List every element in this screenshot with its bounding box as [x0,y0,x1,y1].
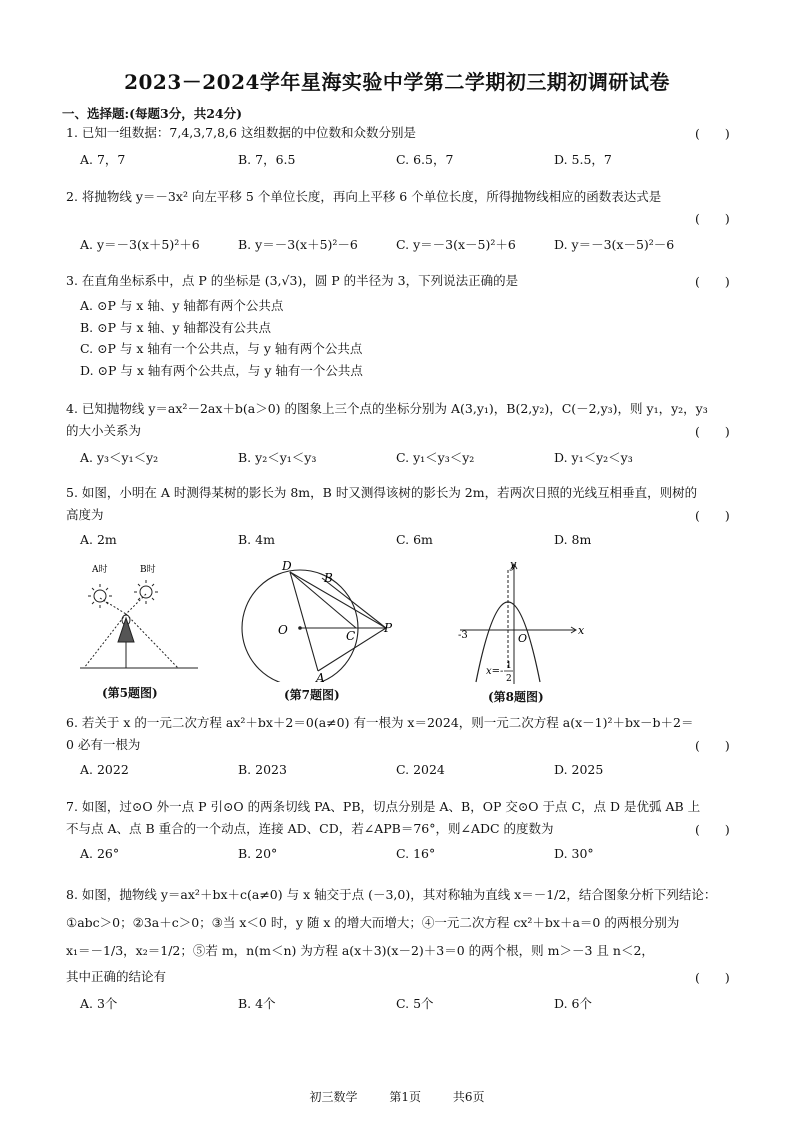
question-5-text: 5. 如图，小明在 A 时测得某树的影长为 8m，B 时又测得该树的影长为 2m，若两次日照的光线互相垂直，则树的 [66,485,698,500]
q5-option-c: C. 6m [396,532,433,547]
question-1-text: 1. 已知一组数据：7,4,3,7,8,6 这组数据的中位数和众数分别是 [66,125,416,140]
q2-option-a: A. y＝－3(x＋5)²＋6 [80,237,200,252]
q1-option-c: C. 6.5，7 [396,152,454,167]
fig7-point-p: P [384,621,393,635]
q3-option-a: A. ⊙P 与 x 轴、y 轴都有两个公共点 [80,298,284,313]
fig8-axis-eq: x=- [486,666,504,677]
q2-option-b: B. y＝－3(x＋5)²－6 [238,237,358,252]
fig7-point-d: D [282,560,292,573]
q2-option-c: C. y＝－3(x－5)²＋6 [396,237,516,252]
question-5-text-cont: 高度为 [66,507,104,522]
q7-option-b: B. 20° [238,846,278,861]
question-4-text: 4. 已知抛物线 y＝ax²－2ax＋b(a＞0) 的图象上三个点的坐标分别为 A(3,y₁)，B(2,y₂)，C(－2,y₃)，则 y₁，y₂，y₃ [66,401,708,416]
q5-option-d: D. 8m [554,532,592,547]
fig7-point-c: C [346,629,356,643]
q6-option-c: C. 2024 [396,762,445,777]
figure-8-caption: (第8题图) [488,690,544,704]
q2-option-d: D. y＝－3(x－5)²－6 [554,237,675,252]
q6-option-b: B. 2023 [238,762,287,777]
fig8-minus-three: -3 [458,630,468,641]
exam-title: 2023－2024学年星海实验中学第二学期初三期初调研试卷 [124,70,670,94]
q8-option-c: C. 5个 [396,996,434,1011]
q5-option-b: B. 4m [238,532,275,547]
question-4-text-cont: 的大小关系为 [66,423,142,438]
answer-blank-8: ( ) [695,970,730,985]
figure-5-caption: (第5题图) [102,686,158,700]
question-8-text-4: 其中正确的结论有 [66,969,167,984]
fig7-point-b: B [324,571,333,585]
q3-option-d: D. ⊙P 与 x 轴有两个公共点，与 y 轴有一个公共点 [80,362,363,378]
question-6-text-cont: 0 必有一根为 [66,737,141,752]
question-7-text: 7. 如图，过⊙O 外一点 P 引⊙O 的两条切线 PA、PB，切点分别是 A、B，OP 交⊙O 于点 C，点 D 是优弧 AB 上 [66,799,701,814]
figure-7-circle-tangents [236,560,406,682]
question-6-text: 6. 若关于 x 的一元二次方程 ax²＋bx＋2＝0(a≠0) 有一根为 x＝2024，则一元二次方程 a(x－1)²＋bx－b＋2＝ [66,715,694,730]
question-7-text-cont: 不与点 A、点 B 重合的一个动点，连接 AD、CD，若∠APB＝76°，则∠ADC 的度数为 [66,821,554,836]
figure-8-parabola [454,558,586,688]
page-footer [0,1088,794,1105]
q1-option-a: A. 7，7 [80,152,126,167]
q4-option-d: D. y₁＜y₂＜y₃ [554,450,633,465]
footer-total: 共6页 [452,1090,485,1104]
section-heading: 一、选择题:(每题3分，共24分) [62,106,243,121]
fig8-frac-num: 1 [506,661,512,671]
question-3-text: 3. 在直角坐标系中，点 P 的坐标是 (3,√3)，圆 P 的半径为 3，下列说法正确的是 [66,273,519,288]
fig8-y-label: y [510,558,517,571]
q6-option-d: D. 2025 [554,762,604,777]
q3-option-b: B. ⊙P 与 x 轴、y 轴都没有公共点 [80,319,272,335]
q3-option-c: C. ⊙P 与 x 轴有一个公共点，与 y 轴有两个公共点 [80,341,363,356]
answer-blank-7: ( ) [695,822,730,837]
q8-option-b: B. 4个 [238,996,276,1011]
fig8-frac-den: 2 [506,674,512,684]
q8-option-a: A. 3个 [80,996,118,1011]
q7-option-c: C. 16° [396,846,436,861]
q4-option-c: C. y₁＜y₃＜y₂ [396,450,475,465]
fig8-x-label: x [578,624,585,637]
answer-blank-2: ( ) [695,211,730,226]
footer-subject: 初三数学 [309,1090,358,1104]
footer-page: 第1页 [389,1090,421,1104]
question-8-text-3: x₁＝－1/3，x₂＝1/2；⑤若 m，n(m＜n) 为方程 a(x＋3)(x－2)＋3＝0 的两个根，则 m＞－3 且 n＜2， [66,943,654,958]
answer-blank-1: ( ) [695,126,730,141]
fig7-point-a: A [316,671,325,682]
q7-option-d: D. 30° [554,846,594,861]
fig8-origin: O [518,632,528,645]
fig5-label-a: A时 [92,565,108,575]
q4-option-b: B. y₂＜y₁＜y₃ [238,450,317,465]
q7-option-a: A. 26° [80,846,120,861]
question-2-text: 2. 将抛物线 y＝－3x² 向左平移 5 个单位长度，再向上平移 6 个单位长度，所得抛物线相应的函数表达式是 [66,189,662,204]
question-8-text-2: ①abc＞0；②3a＋c＞0；③当 x＜0 时，y 随 x 的增大而增大；④一元二次方程 cx²＋bx＋a＝0 的两根分别为 [66,915,680,930]
q1-option-b: B. 7，6.5 [238,152,296,167]
sun-b-icon [140,586,152,598]
q4-option-a: A. y₃＜y₁＜y₂ [80,450,159,465]
question-8-text: 8. 如图，抛物线 y＝ax²＋bx＋c(a≠0) 与 x 轴交于点 (－3,0)，其对称轴为直线 x＝－1/2，结合图象分析下列结论： [66,887,717,902]
q5-option-a: A. 2m [80,532,117,547]
answer-blank-5: ( ) [695,508,730,523]
q8-option-d: D. 6个 [554,996,592,1011]
answer-blank-6: ( ) [695,738,730,753]
answer-blank-3: ( ) [695,274,730,289]
fig5-label-b: B时 [140,565,156,575]
figure-7-caption: (第7题图) [284,688,340,702]
fig7-point-o: O [278,623,288,637]
q6-option-a: A. 2022 [80,762,129,777]
q1-option-d: D. 5.5，7 [554,152,612,167]
figure-5-tree-shadow [74,558,204,678]
answer-blank-4: ( ) [695,424,730,439]
